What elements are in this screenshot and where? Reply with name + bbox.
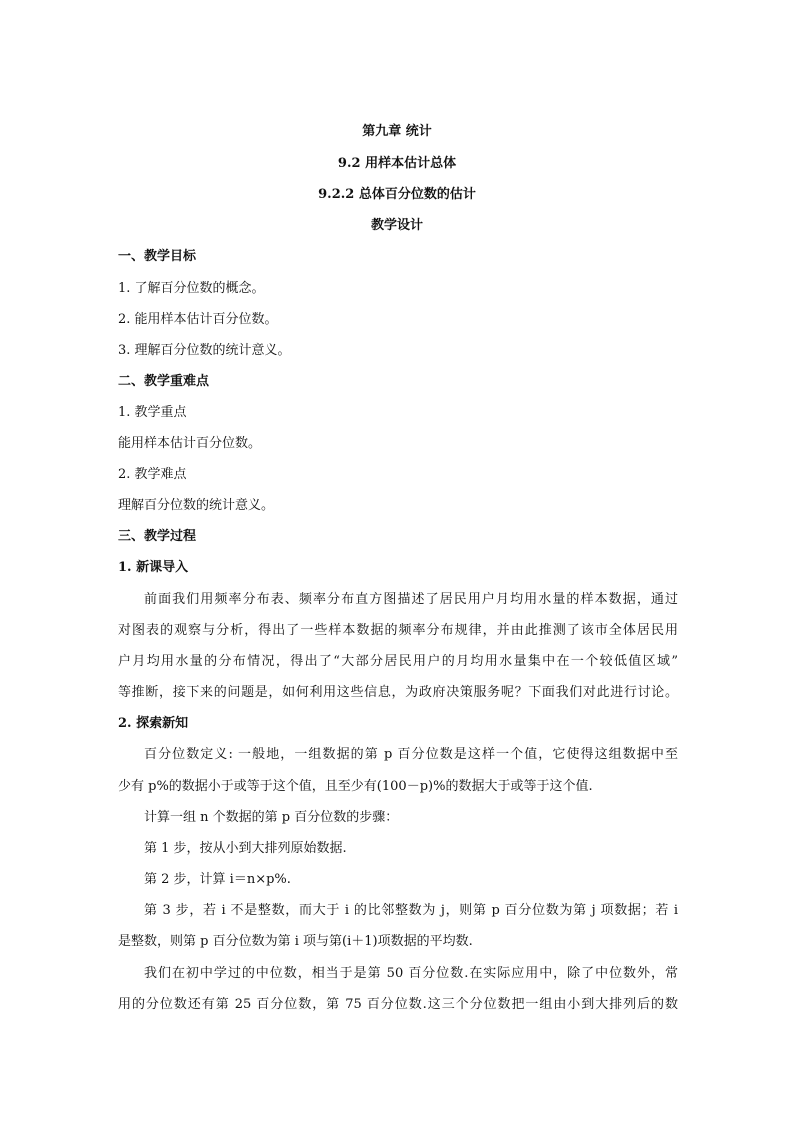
explore-label: 2. 探索新知 xyxy=(118,716,189,731)
step-2: 第 2 步，计算 i＝n×p%. xyxy=(144,872,291,887)
intro-paragraph-line: 前面我们用频率分布表、频率分布直方图描述了居民用户月均用水量的样本数据，通过 xyxy=(144,592,678,607)
median-paragraph-line: 用的分位数还有第 25 百分位数，第 75 百分位数.这三个分位数把一组由小到大排列后的数 xyxy=(118,997,678,1012)
step-3-line: 第 3 步，若 i 不是整数，而大于 i 的比邻整数为 j，则第 p 百分位数为第 j 项数据；若 i xyxy=(144,903,678,918)
intro-paragraph-line: 等推断，接下来的问题是，如何利用这些信息，为政府决策服务呢？下面我们对此进行讨论。 xyxy=(118,685,678,700)
step-1: 第 1 步，按从小到大排列原始数据. xyxy=(144,841,347,856)
definition-line: 少有 p%的数据小于或等于这个值，且至少有(100－p)%的数据大于或等于这个值. xyxy=(118,779,593,794)
key-points-heading: 二、教学重难点 xyxy=(118,374,210,389)
difficulty-label: 2. 教学难点 xyxy=(118,467,187,482)
step-3-line: 是整数，则第 p 百分位数为第 i 项与第(i＋1)项数据的平均数. xyxy=(118,934,473,949)
chapter-title: 第九章 统计 xyxy=(362,124,432,139)
document-type-title: 教学设计 xyxy=(370,218,423,233)
median-paragraph-line: 我们在初中学过的中位数，相当于是第 50 百分位数.在实际应用中，除了中位数外，常 xyxy=(144,966,678,981)
objectives-heading: 一、教学目标 xyxy=(118,249,197,264)
process-heading: 三、教学过程 xyxy=(118,529,197,544)
difficulty-text: 理解百分位数的统计意义。 xyxy=(118,498,275,513)
intro-label: 1. 新课导入 xyxy=(118,560,189,575)
subsection-title: 9.2.2 总体百分位数的估计 xyxy=(318,187,476,202)
definition-line: 百分位数定义: 一般地，一组数据的第 p 百分位数是这样一个值，它使得这组数据中至 xyxy=(144,747,678,762)
objective-item: 2. 能用样本估计百分位数。 xyxy=(118,312,278,327)
intro-paragraph-line: 户月均用水量的分布情况，得出了“大部分居民用户的月均用水量集中在一个较低值区域” xyxy=(118,654,678,669)
focus-label: 1. 教学重点 xyxy=(118,405,187,420)
section-title: 9.2 用样本估计总体 xyxy=(337,156,457,171)
focus-text: 能用样本估计百分位数。 xyxy=(118,436,262,451)
intro-paragraph-line: 对图表的观察与分析，得出了一些样本数据的频率分布规律，并由此推测了该市全体居民用 xyxy=(118,623,678,638)
steps-intro: 计算一组 n 个数据的第 p 百分位数的步骤： xyxy=(144,810,399,825)
objective-item: 3. 理解百分位数的统计意义。 xyxy=(118,343,291,358)
objective-item: 1. 了解百分位数的概念。 xyxy=(118,281,265,296)
